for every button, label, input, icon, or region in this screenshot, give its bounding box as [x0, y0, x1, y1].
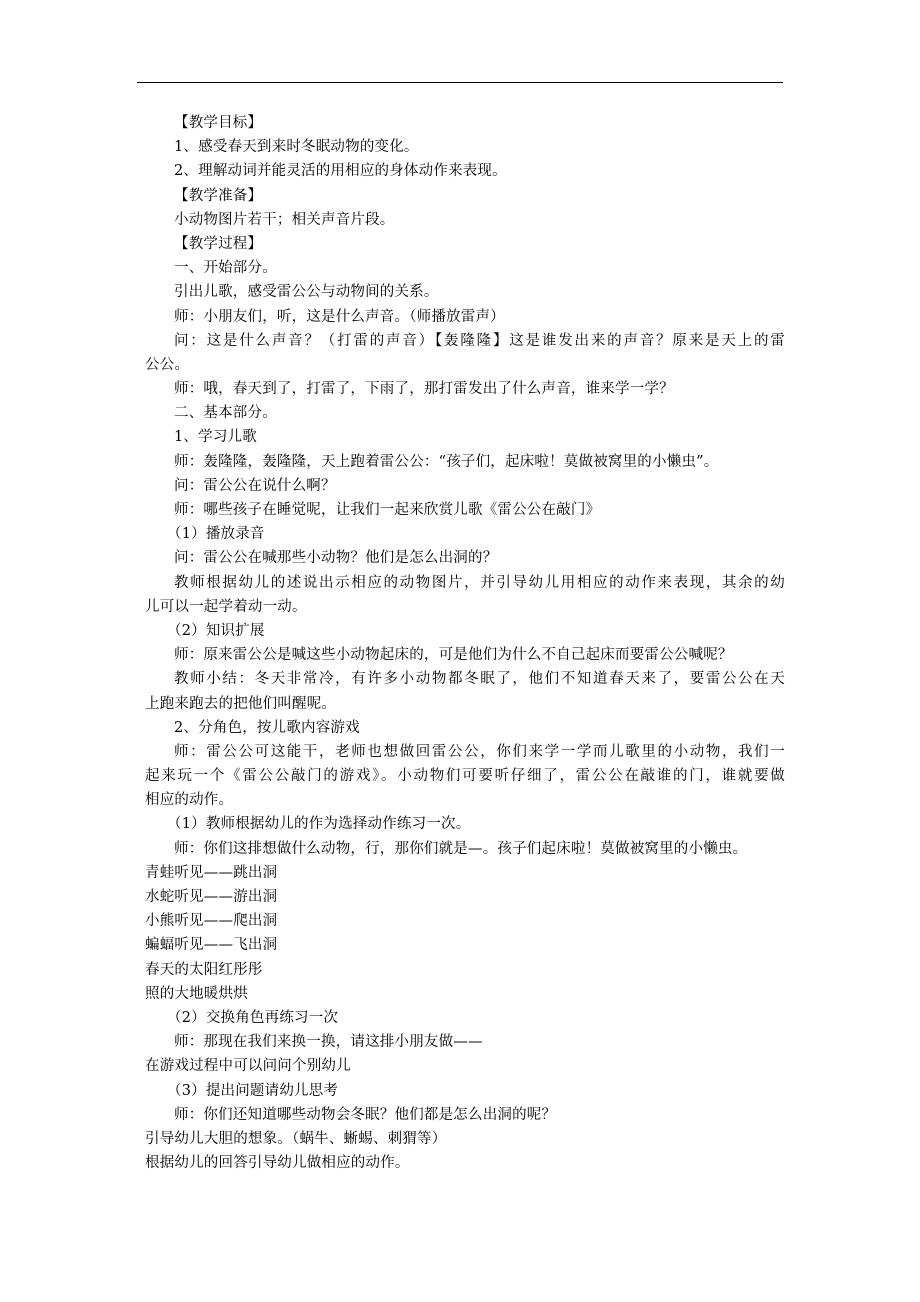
rhyme-line: 蝙蝠听见——飞出洞	[145, 937, 278, 954]
paragraph-line: 师：雷公公可这能干，老师也想做回雷公公，你们来学一学而儿歌里的小动物，我们一	[174, 743, 785, 760]
paragraph-line: 师：原来雷公公是喊这些小动物起床的，可是他们为什么不自己起床而要雷公公喊呢？	[174, 647, 733, 664]
rhyme-line: 水蛇听见——游出洞	[145, 889, 278, 905]
rhyme-line: 青蛙听见——跳出洞	[145, 864, 278, 881]
paragraph-line: 师：哪些孩子在睡觉呢，让我们一起来欣赏儿歌《雷公公在敲门》	[174, 502, 601, 518]
subsection-heading: 2、分角色，按儿歌内容游戏	[174, 719, 360, 736]
paragraph-line: 在游戏过程中可以问问个别幼儿	[145, 1058, 351, 1075]
paragraph-line: 师：小朋友们，听，这是什么声音。（师播放雷声）	[174, 308, 505, 325]
step-heading: （1）播放录音	[167, 526, 265, 543]
document-body	[145, 111, 785, 1175]
rhyme-line: 春天的太阳红彤彤	[145, 961, 263, 978]
paragraph-line: 教师小结：冬天非常冷，有许多小动物都冬眠了，他们不知道春天来了，要雷公公在天	[174, 671, 785, 688]
section-heading-process: 【教学过程】	[174, 235, 263, 252]
section-heading-objectives: 【教学目标】	[174, 115, 263, 131]
paragraph-line: 问：雷公公在说什么啊？	[174, 477, 336, 494]
paragraph-line: 师：你们这排想做什么动物，行，那你们就是—。孩子们起床啦！莫做被窝里的小懒虫。	[174, 840, 748, 857]
paragraph-line: 引出儿歌，感受雷公公与动物间的关系。	[174, 284, 439, 301]
paragraph-line: 根据幼儿的回答引导幼儿做相应的动作。	[145, 1155, 410, 1172]
paragraph-line: 公公。	[145, 356, 190, 373]
part-heading-opening: 一、开始部分。	[174, 260, 277, 277]
paragraph-line: 师：那现在我们来换一换，请这排小朋友做——	[174, 1034, 483, 1051]
paragraph-line: 上跑来跑去的把他们叫醒呢。	[145, 695, 337, 712]
paragraph-line: 问：这是什么声音？（打雷的声音）【轰隆隆】这是谁发出来的声音？原来是天上的雷	[174, 332, 785, 349]
paragraph-line: 问：雷公公在喊那些小动物？他们是怎么出洞的？	[174, 550, 498, 567]
step-heading: （2）交换角色再练习一次	[167, 1009, 339, 1026]
subsection-heading: 1、学习儿歌	[174, 429, 257, 446]
paragraph-line: 引导幼儿大胆的想象。（蜗牛、蜥蜴、刺猬等）	[145, 1130, 447, 1147]
paragraph-line: 师：哦，春天到了，打雷了，下雨了，那打雷发出了什么声音，谁来学一学？	[174, 381, 674, 398]
step-heading: （3）提出问题请幼儿思考	[167, 1082, 339, 1099]
step-heading: （1）教师根据幼儿的作为选择动作练习一次。	[167, 816, 471, 833]
preparation-text: 小动物图片若干；相关声音片段。	[174, 211, 395, 228]
step-heading: （2）知识扩展	[167, 622, 265, 639]
section-heading-preparation: 【教学准备】	[174, 187, 263, 204]
paragraph-line: 师：你们还知道哪些动物会冬眠？他们都是怎么出洞的呢？	[174, 1106, 557, 1123]
part-heading-basic: 二、基本部分。	[174, 405, 277, 422]
paragraph-line: 教师根据幼儿的述说出示相应的动物图片，并引导幼儿用相应的动作来表现，其余的幼	[174, 574, 785, 591]
paragraph-line: 师：轰隆隆，轰隆隆，天上跑着雷公公：“孩子们，起床啦！莫做被窝里的小懒虫”。	[174, 453, 719, 470]
header-rule	[137, 82, 783, 83]
objective-item-1: 1、感受春天到来时冬眠动物的变化。	[174, 139, 419, 156]
paragraph-line: 起来玩一个《雷公公敲门的游戏》。小动物们可要听仔细了，雷公公在敲谁的门，谁就要做	[145, 768, 785, 785]
rhyme-line: 照的大地暖烘烘	[145, 985, 248, 1002]
rhyme-line: 小熊听见——爬出洞	[145, 913, 278, 930]
paragraph-line: 相应的动作。	[145, 792, 234, 809]
objective-item-2: 2、理解动词并能灵活的用相应的身体动作来表现。	[174, 163, 507, 180]
paragraph-line: 儿可以一起学着动一动。	[145, 598, 307, 615]
